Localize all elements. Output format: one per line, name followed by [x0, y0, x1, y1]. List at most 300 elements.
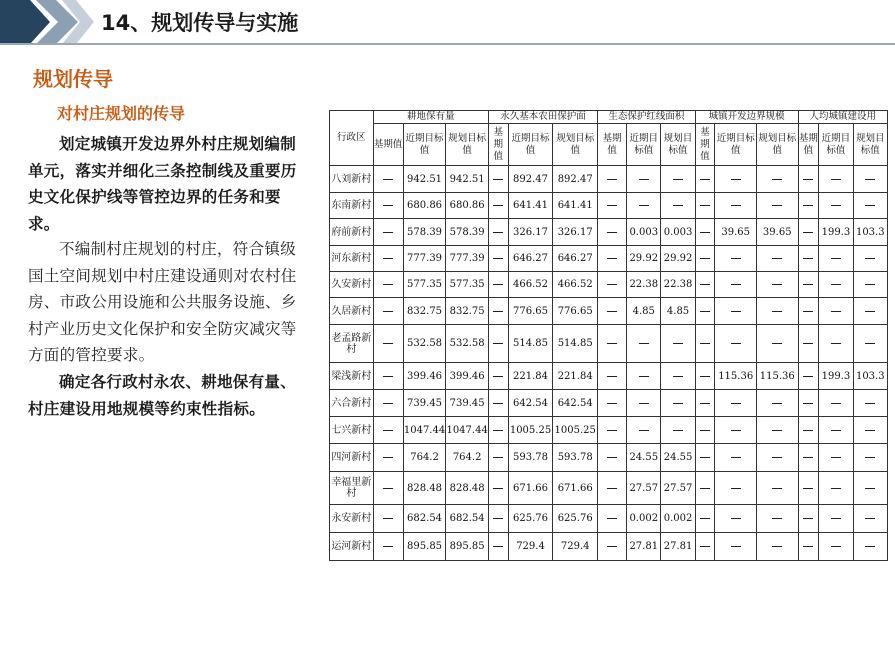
empty-cell: [373, 272, 403, 298]
table-row: [330, 505, 888, 533]
empty-cell: [798, 363, 819, 390]
value-cell: 22.38: [627, 272, 661, 298]
empty-cell: [627, 363, 661, 390]
header-bar: [0, 0, 895, 44]
subheader-plan: 规划目标值: [661, 124, 695, 166]
dash-mark: [493, 232, 503, 233]
value-cell: 671.66: [508, 472, 553, 505]
empty-cell: [373, 166, 403, 193]
dash-mark: [607, 284, 617, 285]
empty-cell: [373, 417, 403, 444]
dash-mark: [383, 284, 393, 285]
value-cell: 199.3: [819, 219, 853, 246]
empty-cell: [819, 193, 853, 219]
dash-mark: [383, 546, 393, 547]
dash-mark: [772, 518, 782, 519]
value-cell: 4.85: [661, 298, 695, 325]
subheader-plan: 规划目标值: [853, 124, 887, 166]
dash-mark: [831, 518, 841, 519]
table-row: [330, 193, 888, 219]
value-cell: 776.65: [508, 298, 553, 325]
value-cell: 942.51: [446, 166, 489, 193]
dash-mark: [383, 179, 393, 180]
empty-cell: [627, 166, 661, 193]
value-cell: 0.002: [627, 505, 661, 533]
dash-mark: [383, 457, 393, 458]
dash-mark: [772, 311, 782, 312]
dash-mark: [383, 205, 393, 206]
dash-mark: [803, 546, 813, 547]
empty-cell: [598, 472, 627, 505]
dash-mark: [493, 488, 503, 489]
dash-mark: [831, 343, 841, 344]
empty-cell: [853, 325, 887, 363]
dash-mark: [731, 311, 741, 312]
empty-cell: [798, 390, 819, 417]
table-row: [330, 298, 888, 325]
empty-cell: [756, 298, 798, 325]
empty-cell: [695, 417, 715, 444]
value-cell: 777.39: [446, 246, 489, 272]
subheader-base: 基期值: [488, 124, 508, 166]
value-cell: 199.3: [819, 363, 853, 390]
value-cell: 532.58: [446, 325, 489, 363]
empty-cell: [819, 298, 853, 325]
dash-mark: [607, 546, 617, 547]
empty-cell: [853, 272, 887, 298]
empty-cell: [373, 505, 403, 533]
value-cell: 578.39: [403, 219, 446, 246]
value-cell: 24.55: [661, 444, 695, 472]
empty-cell: [798, 246, 819, 272]
subheader-plan: 规划目标值: [553, 124, 598, 166]
group-header-urban-boundary: 城镇开发边界规模: [695, 111, 798, 124]
village-name: 七兴新村: [330, 417, 374, 444]
value-cell: 39.65: [756, 219, 798, 246]
value-cell: 27.57: [627, 472, 661, 505]
empty-cell: [488, 272, 508, 298]
empty-cell: [373, 325, 403, 363]
value-cell: 777.39: [403, 246, 446, 272]
value-cell: 466.52: [553, 272, 598, 298]
value-cell: 27.81: [661, 533, 695, 561]
dash-mark: [731, 518, 741, 519]
empty-cell: [853, 390, 887, 417]
dash-mark: [865, 457, 875, 458]
empty-cell: [756, 166, 798, 193]
subheader-base: 基期值: [373, 124, 403, 166]
empty-cell: [715, 193, 757, 219]
empty-cell: [819, 246, 853, 272]
dash-mark: [700, 179, 710, 180]
empty-cell: [695, 219, 715, 246]
value-cell: 115.36: [756, 363, 798, 390]
dash-mark: [772, 284, 782, 285]
empty-cell: [756, 325, 798, 363]
empty-cell: [715, 325, 757, 363]
dash-mark: [803, 205, 813, 206]
dash-mark: [383, 488, 393, 489]
empty-cell: [819, 444, 853, 472]
dash-mark: [772, 258, 782, 259]
empty-cell: [756, 272, 798, 298]
empty-cell: [756, 472, 798, 505]
value-cell: 625.76: [508, 505, 553, 533]
dash-mark: [700, 343, 710, 344]
value-cell: 642.54: [508, 390, 553, 417]
village-name: 梁浅新村: [330, 363, 374, 390]
value-cell: 0.003: [627, 219, 661, 246]
village-name: 六合新村: [330, 390, 374, 417]
page-title: 14、规划传导与实施: [101, 11, 299, 35]
value-cell: 625.76: [553, 505, 598, 533]
dash-mark: [607, 179, 617, 180]
dash-mark: [639, 430, 649, 431]
empty-cell: [695, 272, 715, 298]
village-name: 幸福里新村: [330, 472, 374, 505]
value-cell: 514.85: [553, 325, 598, 363]
dash-mark: [639, 343, 649, 344]
header-divider: [0, 43, 895, 45]
empty-cell: [488, 390, 508, 417]
value-cell: 776.65: [553, 298, 598, 325]
subheader-near: 近期目标值: [403, 124, 446, 166]
dash-mark: [865, 179, 875, 180]
village-name: 河东新村: [330, 246, 374, 272]
dash-mark: [803, 457, 813, 458]
value-cell: 39.65: [715, 219, 757, 246]
value-cell: 739.45: [403, 390, 446, 417]
table-row: [330, 325, 888, 363]
value-cell: 942.51: [403, 166, 446, 193]
empty-cell: [798, 472, 819, 505]
dash-mark: [639, 179, 649, 180]
empty-cell: [598, 298, 627, 325]
empty-cell: [715, 298, 757, 325]
table-row: [330, 444, 888, 472]
dash-mark: [383, 258, 393, 259]
value-cell: 326.17: [508, 219, 553, 246]
dash-mark: [803, 430, 813, 431]
empty-cell: [661, 390, 695, 417]
subheader-base: 基期值: [798, 124, 819, 166]
subheader-base: 基期值: [598, 124, 627, 166]
dash-mark: [772, 488, 782, 489]
dash-mark: [673, 179, 683, 180]
value-cell: 103.3: [853, 363, 887, 390]
table-row: [330, 472, 888, 505]
value-cell: 0.002: [661, 505, 695, 533]
dash-mark: [700, 546, 710, 547]
dash-mark: [607, 258, 617, 259]
dash-mark: [831, 311, 841, 312]
value-cell: 828.48: [403, 472, 446, 505]
empty-cell: [488, 166, 508, 193]
empty-cell: [798, 298, 819, 325]
empty-cell: [598, 417, 627, 444]
value-cell: 739.45: [446, 390, 489, 417]
dash-mark: [865, 430, 875, 431]
dash-mark: [493, 311, 503, 312]
empty-cell: [853, 298, 887, 325]
dash-mark: [803, 232, 813, 233]
empty-cell: [853, 193, 887, 219]
dash-mark: [700, 205, 710, 206]
village-name: 东南新村: [330, 193, 374, 219]
empty-cell: [488, 363, 508, 390]
dash-mark: [700, 232, 710, 233]
value-cell: 895.85: [446, 533, 489, 561]
dash-mark: [673, 403, 683, 404]
empty-cell: [488, 444, 508, 472]
dash-mark: [493, 430, 503, 431]
dash-mark: [803, 488, 813, 489]
value-cell: 0.003: [661, 219, 695, 246]
value-cell: 1047.44: [446, 417, 489, 444]
empty-cell: [695, 298, 715, 325]
dash-mark: [639, 376, 649, 377]
empty-cell: [598, 193, 627, 219]
value-cell: 641.41: [553, 193, 598, 219]
value-cell: 642.54: [553, 390, 598, 417]
empty-cell: [756, 444, 798, 472]
value-cell: 1005.25: [508, 417, 553, 444]
table-row: [330, 363, 888, 390]
dash-mark: [493, 205, 503, 206]
dash-mark: [831, 258, 841, 259]
value-cell: 532.58: [403, 325, 446, 363]
dash-mark: [607, 518, 617, 519]
dash-mark: [803, 311, 813, 312]
value-cell: 27.81: [627, 533, 661, 561]
value-cell: 895.85: [403, 533, 446, 561]
dash-mark: [700, 311, 710, 312]
value-cell: 24.55: [627, 444, 661, 472]
empty-cell: [715, 246, 757, 272]
dash-mark: [700, 518, 710, 519]
value-cell: 646.27: [553, 246, 598, 272]
dash-mark: [803, 343, 813, 344]
value-cell: 641.41: [508, 193, 553, 219]
dash-mark: [772, 546, 782, 547]
dash-mark: [700, 403, 710, 404]
village-name: 府前新村: [330, 219, 374, 246]
value-cell: 221.84: [553, 363, 598, 390]
village-name: 永安新村: [330, 505, 374, 533]
empty-cell: [695, 325, 715, 363]
dash-mark: [731, 430, 741, 431]
value-cell: 103.3: [853, 219, 887, 246]
empty-cell: [695, 193, 715, 219]
value-cell: 29.92: [661, 246, 695, 272]
empty-cell: [373, 472, 403, 505]
empty-cell: [488, 298, 508, 325]
group-header-eco-redline: 生态保护红线面积: [598, 111, 696, 124]
dash-mark: [607, 311, 617, 312]
value-cell: 682.54: [403, 505, 446, 533]
value-cell: 22.38: [661, 272, 695, 298]
empty-cell: [373, 246, 403, 272]
empty-cell: [373, 363, 403, 390]
empty-cell: [695, 363, 715, 390]
value-cell: 514.85: [508, 325, 553, 363]
empty-cell: [598, 246, 627, 272]
value-cell: 1005.25: [553, 417, 598, 444]
dash-mark: [493, 518, 503, 519]
empty-cell: [598, 444, 627, 472]
empty-cell: [627, 193, 661, 219]
dash-mark: [493, 546, 503, 547]
dash-mark: [607, 232, 617, 233]
empty-cell: [853, 444, 887, 472]
empty-cell: [756, 533, 798, 561]
dash-mark: [607, 376, 617, 377]
dash-mark: [831, 457, 841, 458]
empty-cell: [598, 325, 627, 363]
value-cell: 680.86: [403, 193, 446, 219]
value-cell: 27.57: [661, 472, 695, 505]
empty-cell: [661, 363, 695, 390]
dash-mark: [803, 376, 813, 377]
dash-mark: [493, 343, 503, 344]
empty-cell: [627, 417, 661, 444]
empty-cell: [627, 325, 661, 363]
dash-mark: [865, 488, 875, 489]
empty-cell: [715, 472, 757, 505]
empty-cell: [798, 533, 819, 561]
dash-mark: [493, 258, 503, 259]
dash-mark: [700, 430, 710, 431]
empty-cell: [373, 533, 403, 561]
empty-cell: [661, 193, 695, 219]
village-name: 久居新村: [330, 298, 374, 325]
empty-cell: [819, 272, 853, 298]
dash-mark: [493, 403, 503, 404]
value-cell: 764.2: [403, 444, 446, 472]
table-row: [330, 246, 888, 272]
village-name: 运河新村: [330, 533, 374, 561]
dash-mark: [607, 205, 617, 206]
dash-mark: [493, 284, 503, 285]
value-cell: 1047.44: [403, 417, 446, 444]
dash-mark: [383, 232, 393, 233]
dash-mark: [493, 376, 503, 377]
paragraph-2: [28, 236, 310, 369]
empty-cell: [853, 533, 887, 561]
value-cell: 828.48: [446, 472, 489, 505]
value-cell: 729.4: [508, 533, 553, 561]
empty-cell: [853, 417, 887, 444]
dash-mark: [831, 430, 841, 431]
dash-mark: [731, 488, 741, 489]
paragraph-1-text: 划定城镇开发边界外村庄规划编制单元，落实并细化三条控制线及重要历史文化保护线等管控边界的任务和要求。: [28, 135, 297, 233]
dash-mark: [831, 284, 841, 285]
group-header-basic-farmland: 永久基本农田保护面: [488, 111, 597, 124]
empty-cell: [798, 193, 819, 219]
dash-mark: [772, 403, 782, 404]
empty-cell: [695, 246, 715, 272]
empty-cell: [695, 444, 715, 472]
dash-mark: [731, 546, 741, 547]
empty-cell: [598, 272, 627, 298]
subheader-near: 近期目标值: [715, 124, 757, 166]
table-row: [330, 417, 888, 444]
dash-mark: [772, 205, 782, 206]
table-row: [330, 390, 888, 417]
empty-cell: [853, 472, 887, 505]
empty-cell: [756, 417, 798, 444]
dash-mark: [731, 205, 741, 206]
empty-cell: [661, 417, 695, 444]
value-cell: 29.92: [627, 246, 661, 272]
empty-cell: [488, 472, 508, 505]
dash-mark: [383, 376, 393, 377]
empty-cell: [373, 298, 403, 325]
dash-mark: [772, 457, 782, 458]
dash-mark: [607, 403, 617, 404]
dash-mark: [803, 258, 813, 259]
value-cell: 399.46: [403, 363, 446, 390]
dash-mark: [639, 403, 649, 404]
empty-cell: [598, 363, 627, 390]
empty-cell: [756, 246, 798, 272]
value-cell: 892.47: [553, 166, 598, 193]
value-cell: 115.36: [715, 363, 757, 390]
dash-mark: [607, 488, 617, 489]
empty-cell: [488, 417, 508, 444]
subheader-plan: 规划目标值: [756, 124, 798, 166]
empty-cell: [819, 166, 853, 193]
empty-cell: [756, 505, 798, 533]
empty-cell: [598, 390, 627, 417]
empty-cell: [798, 417, 819, 444]
value-cell: 593.78: [508, 444, 553, 472]
empty-cell: [488, 533, 508, 561]
dash-mark: [803, 518, 813, 519]
dash-mark: [700, 457, 710, 458]
dash-mark: [803, 179, 813, 180]
dash-mark: [493, 179, 503, 180]
empty-cell: [819, 325, 853, 363]
dash-mark: [383, 430, 393, 431]
empty-cell: [695, 505, 715, 533]
empty-cell: [853, 505, 887, 533]
empty-cell: [488, 219, 508, 246]
value-cell: 221.84: [508, 363, 553, 390]
empty-cell: [373, 219, 403, 246]
group-header-per-capita-land: 人均城镇建设用: [798, 111, 887, 124]
dash-mark: [673, 376, 683, 377]
value-cell: 682.54: [446, 505, 489, 533]
header-chevron-icon: [0, 0, 95, 44]
paragraph-3: [28, 369, 310, 422]
empty-cell: [798, 325, 819, 363]
empty-cell: [695, 533, 715, 561]
empty-cell: [488, 193, 508, 219]
empty-cell: [756, 193, 798, 219]
empty-cell: [819, 390, 853, 417]
dash-mark: [493, 457, 503, 458]
empty-cell: [715, 505, 757, 533]
subsection-title: 对村庄规划的传导: [57, 104, 186, 123]
dash-mark: [383, 311, 393, 312]
value-cell: 577.35: [446, 272, 489, 298]
dash-mark: [673, 430, 683, 431]
value-cell: 892.47: [508, 166, 553, 193]
dash-mark: [607, 343, 617, 344]
dash-mark: [639, 205, 649, 206]
empty-cell: [661, 166, 695, 193]
